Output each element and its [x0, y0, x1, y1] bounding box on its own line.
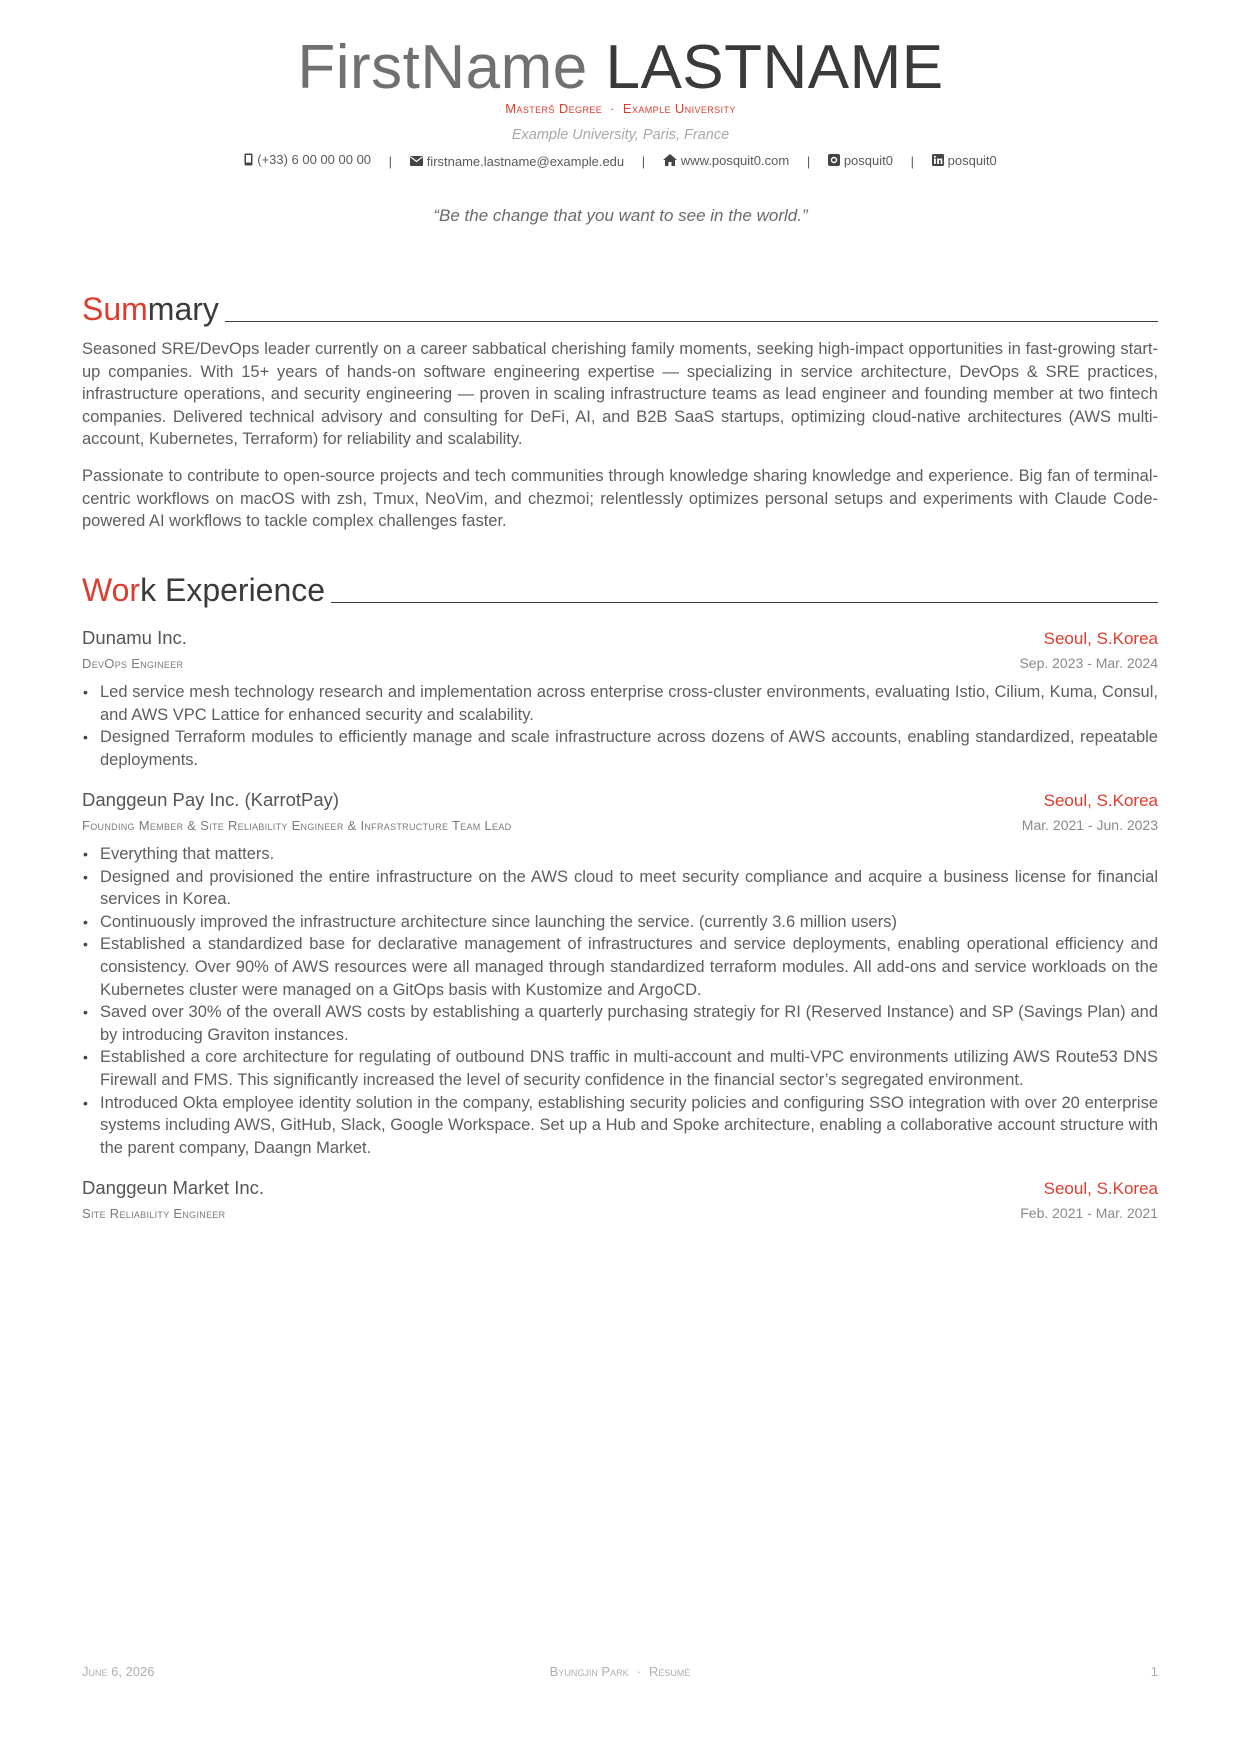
footer-author: Byungjin Park — [549, 1664, 629, 1679]
summary-heading-rule — [225, 321, 1158, 322]
dates: Feb. 2021 - Mar. 2021 — [1020, 1205, 1158, 1221]
list-item: • Led service mesh technology research and implementation across enterprise cross-cluster environments, evaluating Istio, Cilium, Kuma, Consul, and AWS VPC Lattice for enhanced security and scalability. — [100, 681, 1158, 726]
first-name: FirstName — [297, 33, 588, 102]
experience-heading-rest: k Experience — [140, 572, 326, 608]
list-item: • Everything that matters. — [100, 843, 1158, 866]
dates: Sep. 2023 - Mar. 2024 — [1019, 655, 1158, 671]
linkedin-contact[interactable] — [932, 153, 997, 168]
summary-heading — [82, 290, 1158, 328]
contact-divider: | — [806, 154, 811, 169]
footer-date: June 6, 2026 — [82, 1664, 155, 1679]
experience-entry-danggeun-market — [82, 1177, 1158, 1231]
bullet-list — [82, 681, 1158, 771]
contact-divider: | — [910, 154, 914, 169]
organization: Dunamu Inc. — [82, 627, 187, 648]
experience-heading-rule — [331, 602, 1158, 603]
location: Seoul, S.Korea — [1043, 791, 1158, 810]
role: Site Reliability Engineer — [82, 1206, 226, 1221]
email-contact[interactable] — [410, 154, 624, 169]
contact-divider: | — [641, 154, 646, 169]
organization: Danggeun Market Inc. — [82, 1177, 265, 1198]
dates: Mar. 2021 - Jun. 2023 — [1021, 817, 1158, 833]
location: Seoul, S.Korea — [1043, 1179, 1158, 1198]
homepage-url: www.posquit0.com — [680, 152, 790, 168]
envelope-icon — [410, 156, 423, 166]
github-contact[interactable] — [828, 153, 893, 168]
home-icon — [663, 154, 677, 166]
footer-center — [82, 1664, 1158, 1679]
contacts-line — [0, 152, 1241, 169]
mobile-phone-icon — [244, 153, 253, 166]
github-handle: posquit0 — [843, 152, 893, 168]
phone-number: (+33) 6 00 00 00 00 — [257, 152, 372, 167]
list-item: • Designed Terraform modules to efficiently manage and scale infrastructure across dozens of AWS accounts, enabling standardized, repeatable deployments. — [100, 726, 1158, 771]
position-line — [0, 101, 1241, 116]
full-name — [0, 30, 1241, 106]
summary-heading-rest: mary — [147, 291, 219, 327]
email-address: firstname.lastname@example.edu — [426, 153, 625, 169]
degree: Masterš Degree — [505, 101, 603, 116]
last-name: LASTNAME — [605, 33, 944, 102]
summary-paragraph-1: Seasoned SRE/DevOps leader currently on a career sabbatical cherishing family moments, seeking high-impact opportunities in fast-growing start-up companies. With 15+ years of hands-on software engineering expertise — specializing in service architecture, DevOps & SRE practices, infrastructure operations, and security engineering — proven in scaling infrastructure teams as lead engineer and founding member at two fintech companies. Delivered technical advisory and consulting for DeFi, AI, and B2B SaaS startups, optimizing cloud-native architectures (AWS multi-account, Kubernetes, Terraform) for reliability and scalability. — [82, 340, 1158, 449]
list-item: • Established a standardized base for declarative management of infrastructures and service deployments, enabling operational efficiency and consistency. Over 90% of AWS resources were all managed through standardized terraform modules. All add-ons and service workloads on the Kubernetes cluster were managed on a GitOps basis with Kustomize and ArgoCD. — [100, 933, 1158, 1001]
list-item: • Designed and provisioned the entire infrastructure on the AWS cloud to meet security compliance and acquire a business license for financial services in Korea. — [100, 866, 1158, 911]
summary-heading-accent: Sum — [82, 291, 148, 327]
experience-entry-karrotpay — [82, 789, 1158, 1159]
phone-contact[interactable] — [244, 152, 371, 167]
page-number: 1 — [1150, 1664, 1158, 1679]
quote: “Be the change that you want to see in the world.” — [433, 206, 808, 225]
organization: Danggeun Pay Inc. (KarrotPay) — [82, 789, 340, 810]
role: Founding Member & Site Reliability Engineer & Infrastructure Team Lead — [82, 818, 512, 833]
summary-paragraph-2: Passionate to contribute to open-source projects and tech communities through knowledge sharing knowledge and experience. Big fan of terminal-centric workflows on macOS with zsh, Tmux, NeoVim, and chezmoi; relentlessly optimizes personal setups and experiments with Claude Code-powered AI workflows to tackle complex challenges faster. — [82, 467, 1158, 531]
experience-heading-accent: Wor — [82, 572, 141, 608]
list-item: • Saved over 30% of the overall AWS costs by establishing a quarterly purchasing strategiy for RI (Reserved Instance) and SP (Savings Plan) and by introducing Graviton instances. — [100, 1001, 1158, 1046]
bullet-list — [82, 843, 1158, 1159]
footer-doc-title: Résumé — [648, 1664, 691, 1679]
github-icon — [828, 154, 840, 166]
list-item: • Continuously improved the infrastructure architecture since launching the service. (currently 3.6 million users) — [100, 911, 1158, 934]
contact-divider: | — [388, 154, 393, 169]
experience-entry-dunamu — [82, 627, 1158, 771]
linkedin-icon — [932, 154, 944, 166]
role: DevOps Engineer — [82, 656, 184, 671]
page-footer — [82, 1664, 1158, 1679]
linkedin-handle: posquit0 — [947, 152, 997, 168]
list-item: • Established a core architecture for regulating of outbound DNS traffic in multi-account and multi-VPC environments utilizing AWS Route53 DNS Firewall and FMS. This significantly increased the level of security confidence in the financial sector’s segregated environment. — [100, 1046, 1158, 1091]
position-separator: · — [610, 101, 615, 116]
address: Example University, Paris, France — [511, 127, 730, 143]
experience-heading — [82, 571, 1158, 609]
location: Seoul, S.Korea — [1043, 629, 1158, 648]
university: Example University — [622, 101, 736, 116]
homepage-contact[interactable] — [663, 153, 789, 168]
footer-separator: · — [636, 1664, 641, 1679]
list-item: • Introduced Okta employee identity solution in the company, establishing security policies and configuring SSO integration with over 20 enterprise systems including AWS, GitHub, Slack, Google Workspace. Set up a Hub and Spoke architecture, enabling a collaborative account structure with the parent company, Daangn Market. — [100, 1092, 1158, 1160]
